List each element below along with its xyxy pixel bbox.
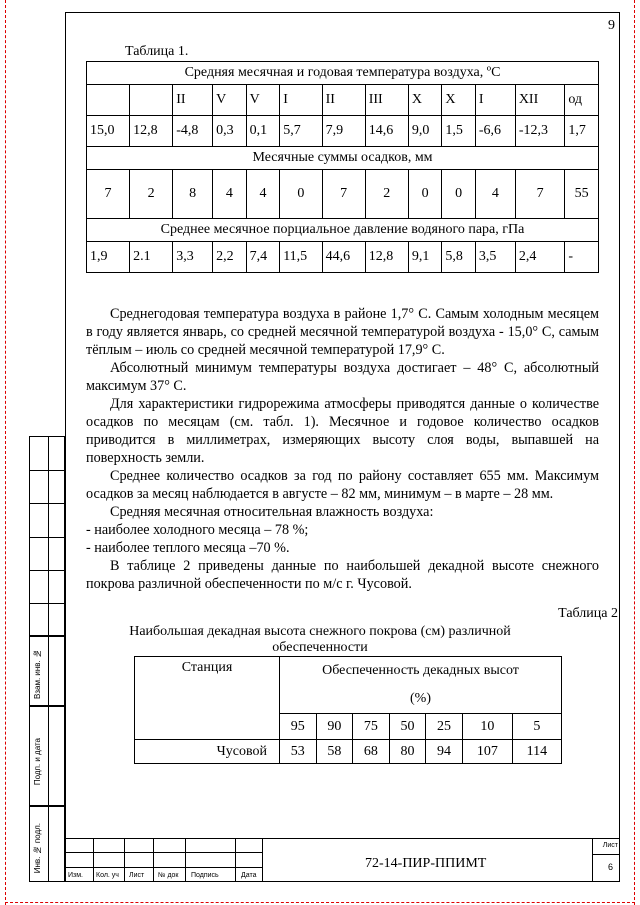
- paragraph: Для характеристики гидрорежима атмосферы приводятся данные о количестве осадков по месяцам (см. табл. 1). Месячное и годовое количество осадков приводится в миллиметрах, измеряющих высоту слоя воды, выпавшей на поверхность земли.: [86, 396, 599, 466]
- temp-cell: -4,8: [173, 116, 213, 147]
- table2-label: Таблица 2: [558, 606, 618, 621]
- precip-cell: 8: [173, 170, 213, 219]
- temp-cell: 1,5: [442, 116, 476, 147]
- month-row: [87, 85, 599, 116]
- stamp-podpis: Подпись: [191, 872, 219, 879]
- value-cell: 80: [389, 740, 426, 764]
- vapor-cell: 11,5: [280, 242, 322, 273]
- inv-label: Инв. № подл.: [33, 822, 42, 873]
- cut-line-right: [634, 0, 635, 905]
- stamp-ndok: № док: [158, 872, 179, 879]
- vapor-cell: 1,9: [87, 242, 130, 273]
- value-cell: 68: [353, 740, 390, 764]
- probability-header-line2: (%): [410, 691, 431, 706]
- paragraph: В таблице 2 приведены данные по наибольшей декадной высоте снежного покрова различной обеспеченности по м/с г. Чусовой.: [86, 558, 599, 592]
- vapor-cell: 2.1: [130, 242, 173, 273]
- stamp-data: Дата: [241, 872, 257, 879]
- month-cell: I: [475, 85, 515, 116]
- document-code: 72-14-ПИР-ППИМТ: [365, 856, 487, 871]
- temp-row: [87, 116, 599, 147]
- precip-row: [87, 170, 599, 219]
- probability-header-line1: Обеспеченность декадных высот: [322, 663, 519, 678]
- climate-table: [86, 61, 599, 273]
- paragraph: Среднегодовая температура воздуха в районе 1,7° С. Самым холодным месяцем в году является январь, со средней месячной температурой воздуха - 15,0° С, самым тёплым – июль со средней месячной температурой 17,9° С.: [86, 306, 599, 358]
- vzam-label: Взам. инв. №: [33, 649, 42, 699]
- cut-line-bottom: [5, 902, 635, 903]
- month-cell: X: [408, 85, 442, 116]
- precip-cell: 0: [280, 170, 322, 219]
- value-cell: 94: [426, 740, 463, 764]
- precip-cell: 4: [213, 170, 247, 219]
- percent-cell: 10: [462, 714, 512, 740]
- list-item: - наиболее холодного месяца – 78 %;: [86, 522, 309, 538]
- title-block: [65, 838, 620, 882]
- sheet-label: Лист: [602, 842, 618, 849]
- vapor-title: Среднее месячное порциальное давление водяного пара, гПа: [87, 219, 599, 242]
- snow-table: [134, 656, 562, 764]
- vapor-cell: 5,8: [442, 242, 476, 273]
- percent-cell: 90: [316, 714, 353, 740]
- station-name: Чусовой: [135, 740, 280, 764]
- precip-cell: 2: [130, 170, 173, 219]
- list-item: - наиболее теплого месяца –70 %.: [86, 540, 290, 556]
- precip-cell: 0: [408, 170, 442, 219]
- vapor-cell: 2,4: [515, 242, 565, 273]
- percent-cell: 50: [389, 714, 426, 740]
- month-cell: V: [246, 85, 280, 116]
- percent-cell: 25: [426, 714, 463, 740]
- temp-cell: -12,3: [515, 116, 565, 147]
- percent-cell: 75: [353, 714, 390, 740]
- temp-cell: 14,6: [365, 116, 408, 147]
- value-cell: 114: [512, 740, 561, 764]
- precip-cell: 4: [246, 170, 280, 219]
- vapor-cell: 9,1: [408, 242, 442, 273]
- temp-cell: -6,6: [475, 116, 515, 147]
- precip-cell: 7: [322, 170, 365, 219]
- paragraph: Абсолютный минимум температуры воздуха достигает – 48° С, абсолютный максимум 37° С.: [86, 360, 599, 394]
- side-blank-box: [29, 436, 65, 636]
- station-header: Станция: [135, 657, 280, 740]
- temp-cell: 1,7: [565, 116, 599, 147]
- vapor-cell: 12,8: [365, 242, 408, 273]
- table2-caption: Наибольшая декадная высота снежного покрова (см) различной обеспеченности: [129, 624, 511, 655]
- cut-line-left: [5, 0, 6, 905]
- vapor-cell: 44,6: [322, 242, 365, 273]
- value-cell: 58: [316, 740, 353, 764]
- vapor-cell: 2,2: [213, 242, 247, 273]
- vapor-cell: -: [565, 242, 599, 273]
- month-cell: од: [565, 85, 599, 116]
- probability-header: [280, 657, 562, 714]
- month-cell: [87, 85, 130, 116]
- side-inv-box: [29, 806, 65, 882]
- value-cell: 53: [280, 740, 317, 764]
- temp-title: Средняя месячная и годовая температура воздуха, ºС: [87, 62, 599, 85]
- temp-cell: 7,9: [322, 116, 365, 147]
- temp-cell: 5,7: [280, 116, 322, 147]
- month-cell: III: [365, 85, 408, 116]
- precip-title: Месячные суммы осадков, мм: [87, 147, 599, 170]
- month-cell: X: [442, 85, 476, 116]
- precip-cell: 7: [87, 170, 130, 219]
- month-cell: II: [322, 85, 365, 116]
- vapor-cell: 7,4: [246, 242, 280, 273]
- vapor-cell: 3,5: [475, 242, 515, 273]
- temp-cell: 9,0: [408, 116, 442, 147]
- temp-cell: 0,3: [213, 116, 247, 147]
- stamp-kol: Кол. уч: [96, 872, 119, 879]
- precip-cell: 7: [515, 170, 565, 219]
- month-cell: XII: [515, 85, 565, 116]
- month-cell: [130, 85, 173, 116]
- page-number: 9: [608, 18, 615, 33]
- paragraph: Среднее количество осадков за год по району составляет 655 мм. Максимум осадков за месяц наблюдается в августе – 82 мм, минимум – в марте – 28 мм.: [86, 468, 599, 502]
- precip-cell: 0: [442, 170, 476, 219]
- podp-label: Подп. и дата: [33, 737, 42, 785]
- percent-cell: 95: [280, 714, 317, 740]
- station-row: [135, 740, 562, 764]
- month-cell: I: [280, 85, 322, 116]
- value-cell: 107: [462, 740, 512, 764]
- vapor-row: [87, 242, 599, 273]
- precip-cell: 55: [565, 170, 599, 219]
- temp-cell: 0,1: [246, 116, 280, 147]
- percent-cell: 5: [512, 714, 561, 740]
- side-vzam-box: [29, 636, 65, 706]
- body-text: [86, 305, 599, 593]
- month-cell: II: [173, 85, 213, 116]
- month-cell: V: [213, 85, 247, 116]
- precip-cell: 4: [475, 170, 515, 219]
- temp-cell: 15,0: [87, 116, 130, 147]
- vapor-cell: 3,3: [173, 242, 213, 273]
- stamp-izm: Изм.: [68, 872, 83, 879]
- sheet-number: 6: [607, 862, 613, 872]
- precip-cell: 2: [365, 170, 408, 219]
- stamp-list: Лист: [129, 872, 145, 879]
- paragraph: Средняя месячная относительная влажность воздуха:: [110, 504, 434, 520]
- table1-label: Таблица 1.: [125, 44, 189, 59]
- side-podp-box: [29, 706, 65, 806]
- temp-cell: 12,8: [130, 116, 173, 147]
